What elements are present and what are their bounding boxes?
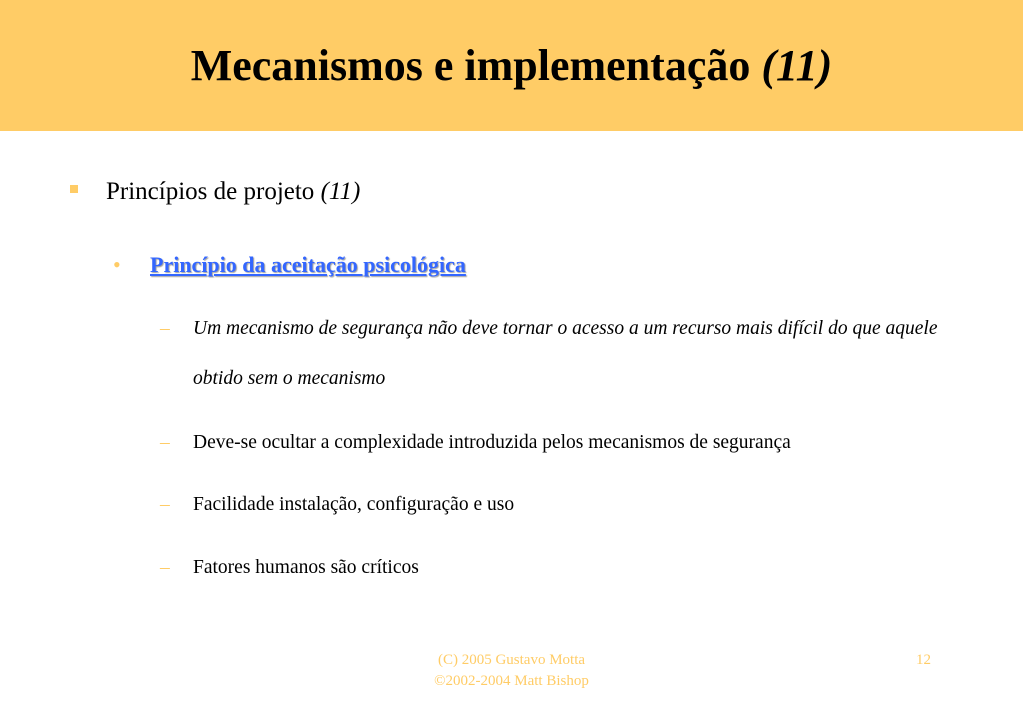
list-item [160, 304, 990, 404]
dash-bullet-icon: – [160, 494, 170, 515]
footer-credits [0, 650, 1023, 692]
dash-bullet-icon: – [160, 557, 170, 578]
slide-title-main: Mecanismos e implementação [190, 41, 751, 90]
list-item [160, 543, 990, 593]
round-bullet-icon: • [113, 252, 121, 277]
bullet-level2 [113, 250, 466, 280]
list-item-text: Um mecanismo de segurança não deve tornar o acesso a um recurso mais difícil do que aquele obtido sem o mecanismo [193, 318, 938, 389]
bullet-level1-text: Princípios de projeto [106, 178, 315, 205]
bullet-level1 [68, 176, 360, 208]
footer-line-2: ©2002-2004 Matt Bishop [434, 673, 589, 689]
list-item-text: Fatores humanos são críticos [193, 557, 419, 578]
list-item-text: Deve-se ocultar a complexidade introduzida pelos mecanismos de segurança [193, 432, 791, 453]
page-number: 12 [916, 652, 931, 668]
footer-line-1: (C) 2005 Gustavo Motta [437, 652, 586, 668]
square-bullet-icon [70, 185, 78, 193]
dash-bullet-icon: – [160, 432, 170, 453]
bullet-level1-suffix: (11) [320, 178, 361, 205]
slide-title [0, 40, 1023, 92]
list-item [160, 480, 990, 530]
list-item [160, 418, 990, 468]
dash-bullet-icon: – [160, 318, 170, 339]
principle-heading-link[interactable]: Princípio da aceitação psicológica [150, 252, 466, 277]
list-item-text: Facilidade instalação, configuração e uso [193, 494, 515, 515]
slide-title-suffix: (11) [761, 41, 833, 90]
